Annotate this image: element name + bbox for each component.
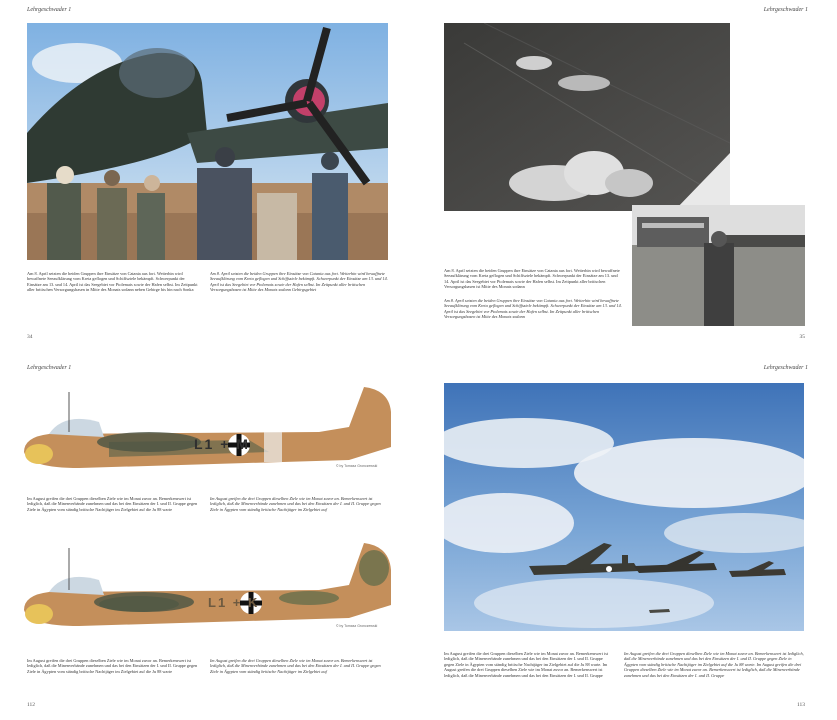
page-number: 35 <box>799 334 805 340</box>
caption-english: Am 8. April setzten die beiden Gruppen ihre Einsätze von Catania aus fort. Weiterhin wird bewaffnete Seeaufklärung vom Kreta geflogen und Schiffsziele bekämpft. Schwerpunkt der Einsätze am 13. und 14. April ist das Seegebiet vor Ptolemais sowie der Hafen selbst. Im Zeitpunkt aller britischen Versorgungsbasen ist Mitte des Monats sodann <box>444 298 622 320</box>
caption-german-1: Im August greifen die drei Gruppen dieselben Ziele wie im Monat zuvor an. Bemerkenswert ist lediglich, daß die Minenverbände zunehmen und das bei den Einsätzen der I. und II. Gruppe gegen Ziele in Ägypten vom ständig britische Nachtjäger im Zielgebiet auf die Ju 88 warte <box>27 496 198 512</box>
caption-english: Am 8. April setzten die beiden Gruppen ihre Einsätze von Catania aus fort. Weiterhin wird bewaffnete Seeaufklärung vom Kreta geflogen und Schiffsziele bekämpft. Schwerpunkt der Einsätze am 13. und 14. April ist das Seegebiet vor Ptolemais sowie der Hafen selbst. Im Zeitpunkt aller britischen Versorgungsbasen ist Mitte des Monats sodann Gebirgsgebiet <box>210 271 388 293</box>
caption-german: Am 8. April setzten die beiden Gruppen ihre Einsätze von Catania aus fort. Weiterhin wird bewaffnete Seeaufklärung vom Kreta geflogen und Schiffsziele bekämpft. Schwerpunkt der Einsätze am 13. und 14. April ist das Seegebiet vor Ptolemais sowie der Hafen selbst. Im Zeitpunkt aller britischen Versorgungsbasen ist Mitte des Monats sodann <box>444 268 620 290</box>
running-header: Lehrgeschwader 1 <box>763 365 808 371</box>
page-number: 34 <box>27 334 33 340</box>
caption-english-1: Im August greifen die drei Gruppen dieselben Ziele wie im Monat zuvor an. Bemerkenswert ist lediglich, daß die Minenverbände zunehmen und das bei den Einsätzen der I. und II. Gruppe gegen Ziele in Ägypten vom ständig britische Nachtjäger im Zielgebiet auf <box>210 496 381 512</box>
profile-code-1: L1 + M <box>194 436 250 452</box>
caption-english-2: Im August greifen die drei Gruppen dieselben Ziele wie im Monat zuvor an. Bemerkenswert ist lediglich, daß die Minenverbände zunehmen und das bei den Einsätzen der I. und II. Gruppe gegen Ziele in Ägypten vom ständig britische Nachtjäger im Zielgebiet auf <box>210 658 381 674</box>
page-34 <box>14 4 406 344</box>
caption-german: Am 8. April setzten die beiden Gruppen ihre Einsätze von Catania aus fort. Weiterhin wird bewaffnete Seeaufklärung vom Kreta geflogen und Schiffsziele bekämpft. Schwerpunkt der Einsätze am 13. und 14. April ist das Seegebiet vor Ptolemais sowie der Hafen selbst. Im Zeitpunkt aller britischen Versorgungsbasen in Mitte des Monats sodann neben Gebirge bis hin nach Sonka <box>27 271 198 293</box>
running-header: Lehrgeschwader 1 <box>27 7 72 13</box>
aircraft-profile-ju88-1 <box>19 382 401 477</box>
caption-german: Im August greifen die drei Gruppen dieselben Ziele wie im Monat zuvor an. Bemerkenswert ist lediglich, daß die Minenverbände zunehmen und das bei den Einsätzen der I. und II. Gruppe gegen Ziele in Ägypten vom ständig britische Nachtjäger im Zielgebiet auf die Ju 88 warte. Im August greifen die drei Gruppen dieselben Ziele wie im Monat zuvor an. Bemerkenswert ist lediglich, daß die Minenverbände zunehmen und das bei den Einsätzen der I. und II. Gruppe <box>444 651 609 678</box>
page-113 <box>432 362 822 716</box>
photo-ground-crew-he111 <box>27 23 388 260</box>
page-112 <box>14 362 406 716</box>
artist-credit-1: © by Tomasz Gronczewski <box>336 464 378 468</box>
photo-airman-hangar <box>632 205 805 326</box>
page-number: 113 <box>796 702 805 708</box>
artist-credit-2: © by Tomasz Gronczewski <box>336 624 378 628</box>
running-header: Lehrgeschwader 1 <box>27 365 72 371</box>
photo-ju88-formation <box>444 383 804 631</box>
photo-aerial-bombing <box>444 23 730 211</box>
running-header: Lehrgeschwader 1 <box>763 7 808 13</box>
page-35 <box>432 4 822 344</box>
caption-german-2: Im August greifen die drei Gruppen dieselben Ziele wie im Monat zuvor an. Bemerkenswert ist lediglich, daß die Minenverbände zunehmen und das bei den Einsätzen der I. und II. Gruppe gegen Ziele in Ägypten vom ständig britische Nachtjäger im Zielgebiet auf die Ju 88 warte <box>27 658 198 674</box>
page-number: 112 <box>27 702 36 708</box>
caption-english: Im August greifen die drei Gruppen dieselben Ziele wie im Monat zuvor an. Bemerkenswert ist lediglich, daß die Minenverbände zunehmen und das bei den Einsätzen der I. und II. Gruppe gegen Ziele in Ägypten vom ständig britische Nachtjäger im Zielgebiet auf die Ju 88 warte. Im August greifen die drei Gruppen dieselben Ziele wie im Monat zuvor an. Bemerkenswert ist lediglich, daß die Minenverbände zunehmen und das bei den Einsätzen der I. und II. Gruppe <box>624 651 804 678</box>
profile-code-2: L1 + K <box>208 595 260 610</box>
aircraft-profile-ju88-2 <box>19 538 401 638</box>
